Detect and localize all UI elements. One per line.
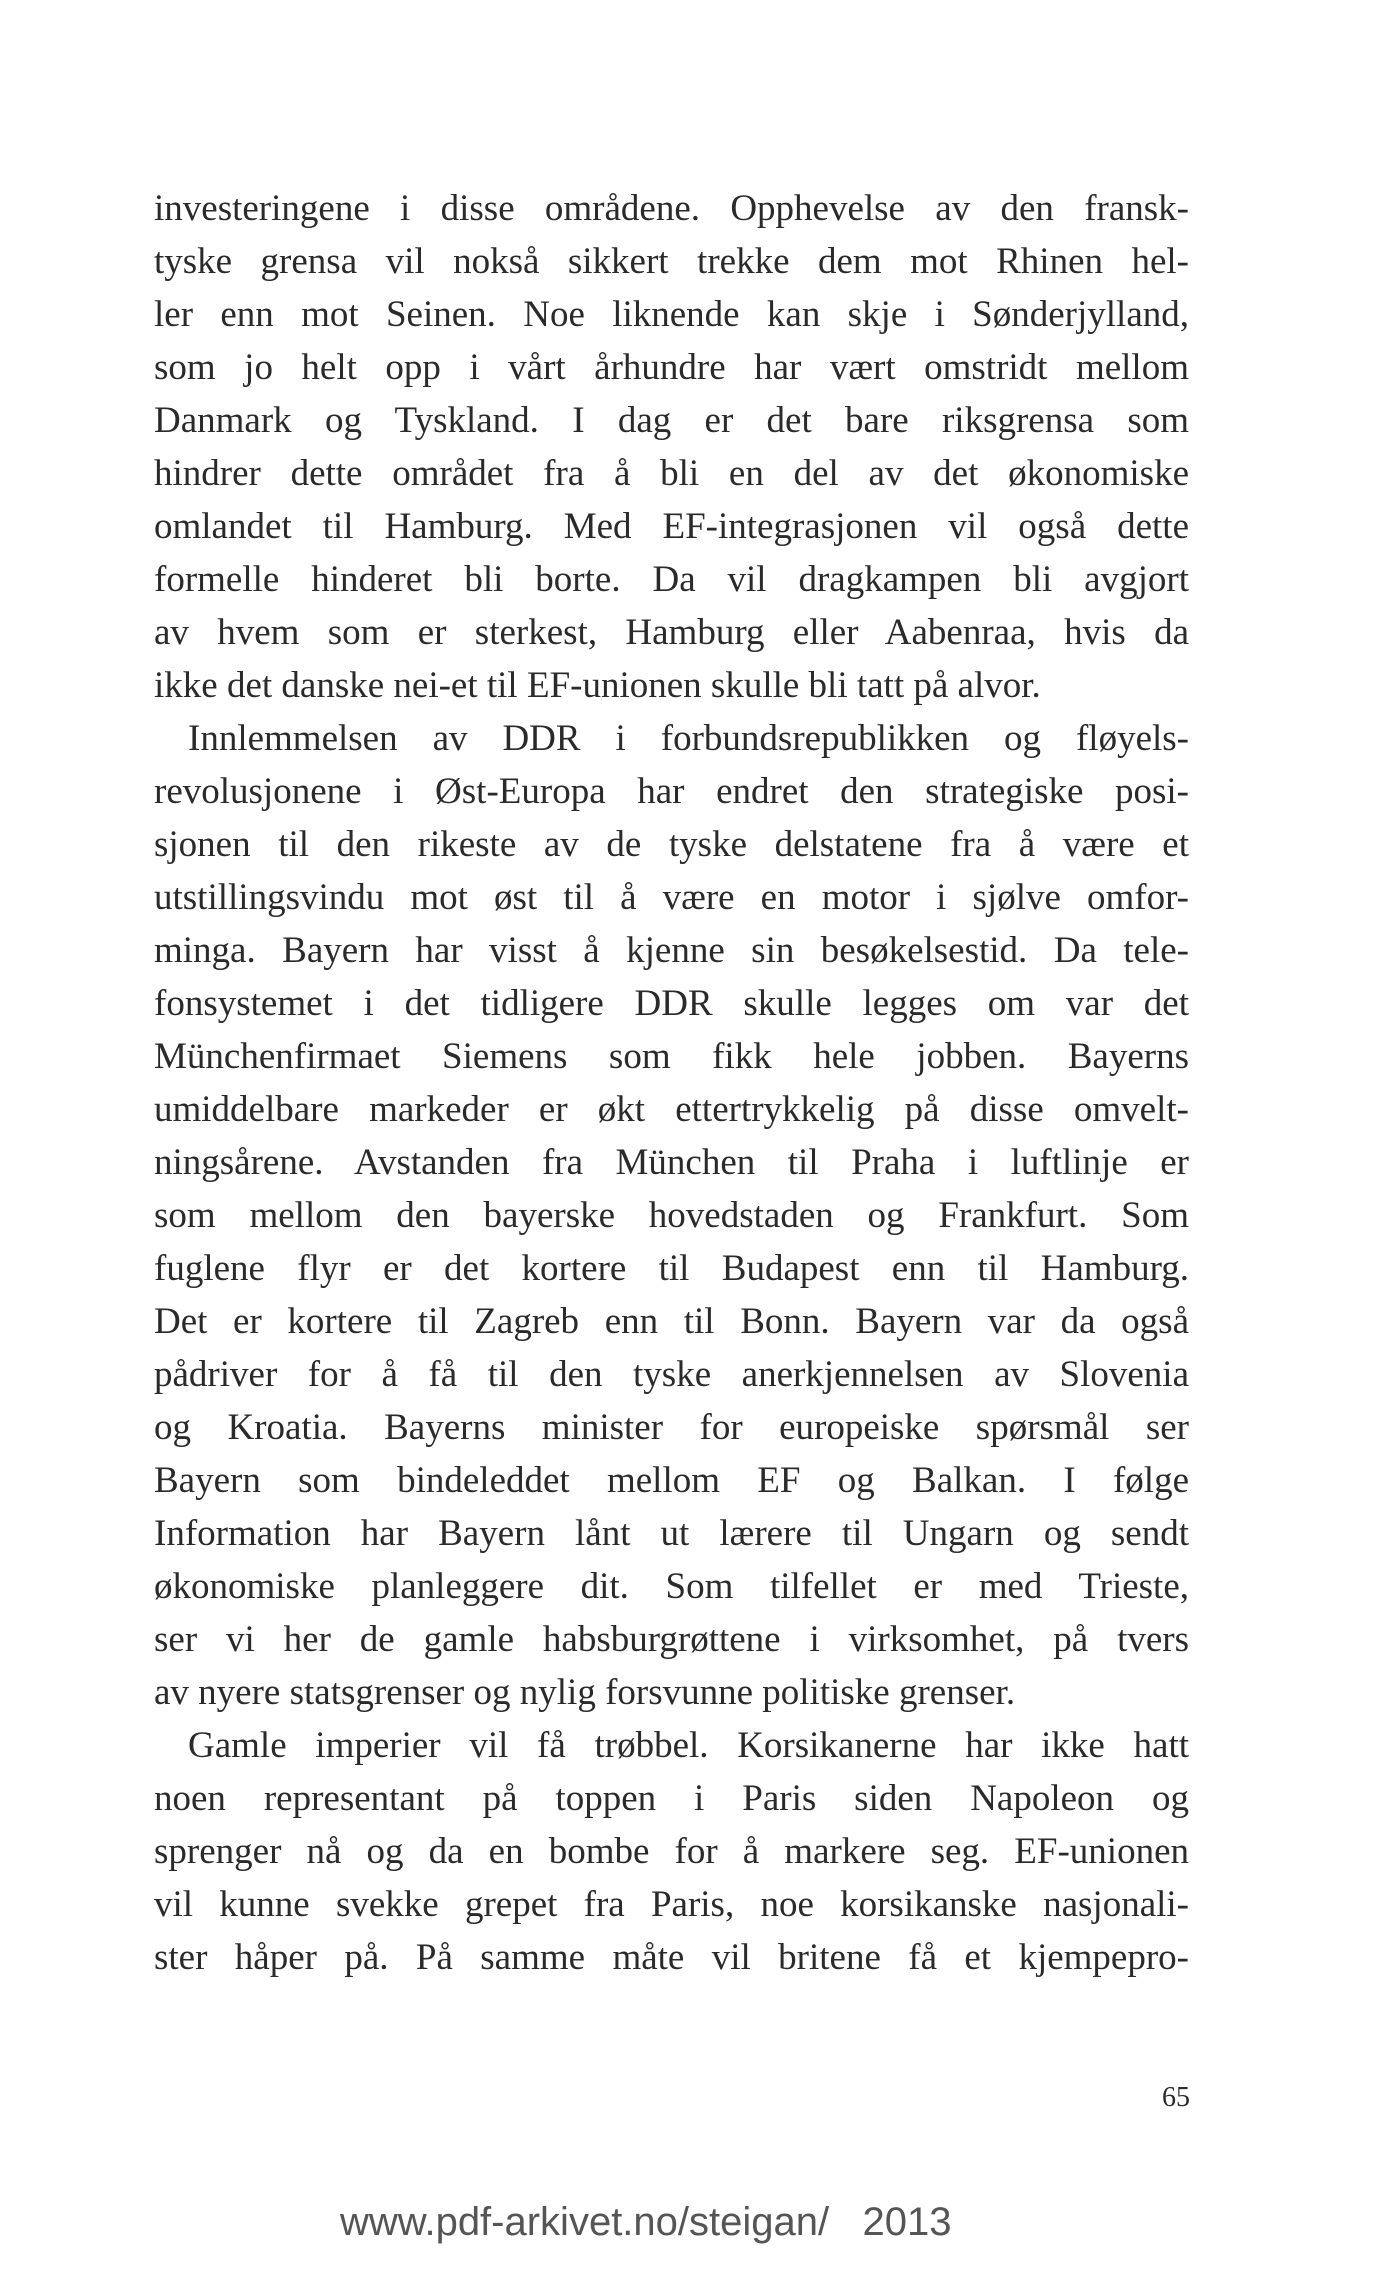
text-line: fonsystemet i det tidligere DDR skulle legges om var det <box>154 983 1189 1024</box>
page-number: 65 <box>1162 2082 1190 2113</box>
text-line: umiddelbare markeder er økt ettertrykkelig på disse omvelt- <box>154 1089 1189 1130</box>
body-text <box>154 182 1189 1984</box>
text-line: ikke det danske nei-et til EF-unionen skulle bli tatt på alvor. <box>154 665 1041 706</box>
text-line: økonomiske planleggere dit. Som tilfellet er med Trieste, <box>154 1566 1189 1607</box>
text-line: noen representant på toppen i Paris siden Napoleon og <box>154 1778 1189 1819</box>
text-line: Danmark og Tyskland. I dag er det bare riksgrensa som <box>154 400 1189 441</box>
text-line: ningsårene. Avstanden fra München til Praha i luftlinje er <box>154 1142 1189 1183</box>
text-line: Gamle imperier vil få trøbbel. Korsikanerne har ikke hatt <box>188 1725 1189 1766</box>
text-line: som mellom den bayerske hovedstaden og Frankfurt. Som <box>154 1195 1189 1236</box>
text-line: og Kroatia. Bayerns minister for europeiske spørsmål ser <box>154 1407 1189 1448</box>
text-line: tyske grensa vil nokså sikkert trekke dem mot Rhinen hel- <box>154 241 1189 282</box>
text-line: ster håper på. På samme måte vil britene få et kjempepro- <box>154 1937 1189 1978</box>
text-line: ler enn mot Seinen. Noe liknende kan skje i Sønderjylland, <box>154 294 1189 335</box>
text-line: Bayern som bindeleddet mellom EF og Balkan. I følge <box>154 1460 1189 1501</box>
watermark-url: www.pdf-arkivet.no/steigan/ <box>340 2200 830 2244</box>
text-line: formelle hinderet bli borte. Da vil dragkampen bli avgjort <box>154 559 1189 600</box>
text-line: ser vi her de gamle habsburgrøttene i virksomhet, på tvers <box>154 1619 1189 1660</box>
text-line: av hvem som er sterkest, Hamburg eller Aabenraa, hvis da <box>154 612 1189 653</box>
watermark-year: 2013 <box>862 2200 952 2244</box>
text-line: hindrer dette området fra å bli en del av det økonomiske <box>154 453 1189 494</box>
text-line: av nyere statsgrenser og nylig forsvunne politiske grenser. <box>154 1672 1016 1713</box>
watermark <box>340 2200 1100 2245</box>
text-line: investeringene i disse områdene. Opphevelse av den fransk- <box>154 188 1189 229</box>
text-line: Det er kortere til Zagreb enn til Bonn. Bayern var da også <box>154 1301 1189 1342</box>
text-line: Münchenfirmaet Siemens som fikk hele jobben. Bayerns <box>154 1036 1189 1077</box>
text-line: pådriver for å få til den tyske anerkjennelsen av Slovenia <box>154 1354 1189 1395</box>
text-line: sprenger nå og da en bombe for å markere seg. EF-unionen <box>154 1831 1189 1872</box>
text-line: Innlemmelsen av DDR i forbundsrepublikken og fløyels- <box>188 718 1189 759</box>
text-line: fuglene flyr er det kortere til Budapest enn til Hamburg. <box>154 1248 1189 1289</box>
text-line: som jo helt opp i vårt århundre har vært omstridt mellom <box>154 347 1189 388</box>
text-line: minga. Bayern har visst å kjenne sin besøkelsestid. Da tele- <box>154 930 1189 971</box>
text-line: sjonen til den rikeste av de tyske delstatene fra å være et <box>154 824 1189 865</box>
text-line: utstillingsvindu mot øst til å være en motor i sjølve omfor- <box>154 877 1189 918</box>
text-line: omlandet til Hamburg. Med EF-integrasjonen vil også dette <box>154 506 1189 547</box>
text-line: Information har Bayern lånt ut lærere til Ungarn og sendt <box>154 1513 1189 1554</box>
text-line: revolusjonene i Øst-Europa har endret den strategiske posi- <box>154 771 1189 812</box>
text-line: vil kunne svekke grepet fra Paris, noe korsikanske nasjonali- <box>154 1884 1189 1925</box>
